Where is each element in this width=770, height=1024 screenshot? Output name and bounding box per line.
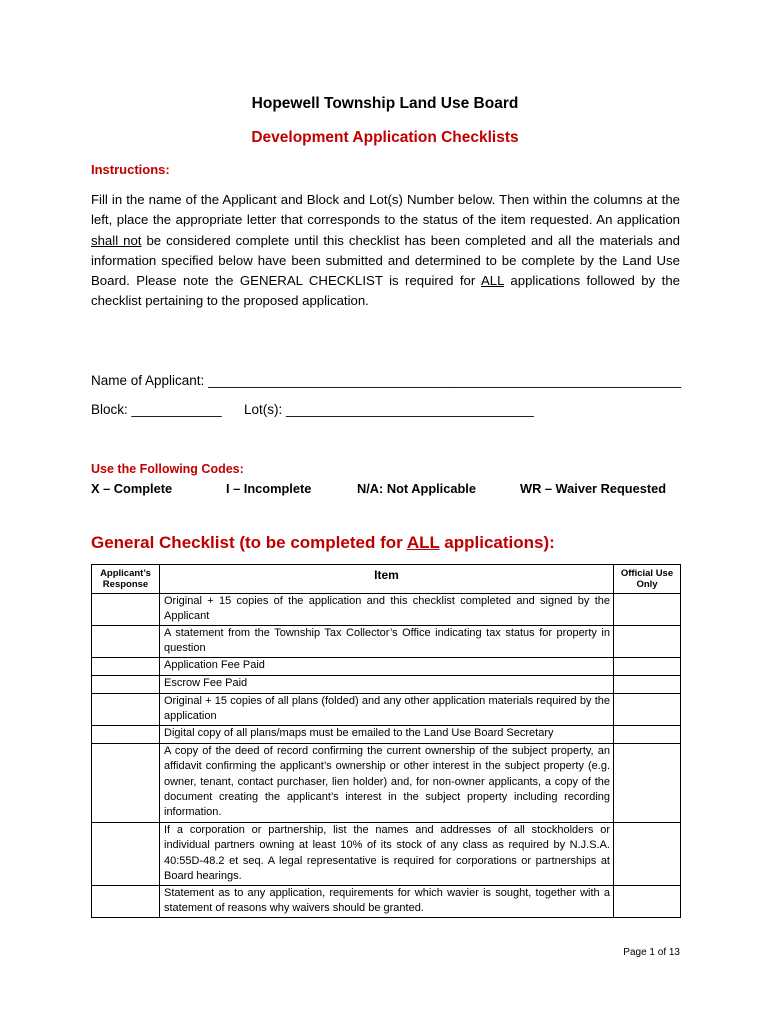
response-cell[interactable] (92, 823, 160, 886)
response-cell[interactable] (92, 594, 160, 626)
lots-label: Lot(s): (244, 402, 287, 417)
table-row (92, 594, 681, 626)
official-cell (614, 823, 681, 886)
item-cell: Statement as to any application, requirements for which wavier is sought, together with a statement of reasons why waivers should be granted. (160, 886, 614, 918)
block-label: Block: (91, 402, 132, 417)
table-row (92, 823, 681, 886)
document-title: Hopewell Township Land Use Board (251, 95, 519, 112)
document-subtitle: Development Application Checklists (251, 129, 519, 146)
column-header-official: Official Use Only (614, 565, 681, 594)
general-checklist-emphasis-all: ALL (406, 533, 440, 552)
official-cell (614, 626, 681, 658)
table-row (92, 658, 681, 676)
response-cell[interactable] (92, 726, 160, 744)
code-waiver-requested: WR – Waiver Requested (520, 481, 667, 496)
item-cell: Digital copy of all plans/maps must be emailed to the Land Use Board Secretary (160, 726, 614, 744)
lots-field[interactable] (244, 402, 534, 417)
code-not-applicable: N/A: Not Applicable (357, 481, 476, 496)
response-cell[interactable] (92, 658, 160, 676)
item-cell: Application Fee Paid (160, 658, 614, 676)
official-cell (614, 658, 681, 676)
item-cell: If a corporation or partnership, list the names and addresses of all stockholders or individual partners owning at least 10% of its stock of any class as required by N.J.S.A. 40:55D-48.2 et seq. A legal representative is required for corporations or partnerships at Board hearings. (160, 823, 614, 886)
table-row (92, 726, 681, 744)
page-number: Page 1 of 13 (623, 947, 680, 958)
table-header-row (92, 565, 681, 594)
response-cell[interactable] (92, 744, 160, 823)
official-cell (614, 726, 681, 744)
item-cell: A copy of the deed of record confirming the current ownership of the subject property, an affidavit confirming the applicant’s ownership or other interest in the subject property (e.g. owner, tenant, contact purchaser, lien holder) and, for non-owner applicants, a copy of the document creating the applicant’s interest in the subject property including recording information. (160, 744, 614, 823)
item-cell: A statement from the Township Tax Collector’s Office indicating tax status for property in question (160, 626, 614, 658)
block-line[interactable]: ____________ (131, 402, 222, 417)
table-row (92, 694, 681, 726)
item-cell: Original + 15 copies of the application and this checklist completed and signed by the Applicant (160, 594, 614, 626)
response-cell[interactable] (92, 694, 160, 726)
instructions-heading: Instructions: (91, 162, 170, 177)
general-checklist-heading: General Checklist (to be completed for ALL applications): (91, 533, 555, 552)
response-cell[interactable] (92, 886, 160, 918)
table-row (92, 744, 681, 823)
column-header-item: Item (160, 565, 614, 594)
applicant-name-field[interactable] (91, 373, 681, 388)
general-checklist-table (91, 564, 681, 918)
official-cell (614, 886, 681, 918)
code-incomplete: I – Incomplete (226, 481, 312, 496)
applicant-name-label: Name of Applicant: (91, 373, 209, 388)
code-complete: X – Complete (91, 481, 173, 496)
response-cell[interactable] (92, 626, 160, 658)
codes-heading: Use the Following Codes: (91, 462, 244, 476)
official-cell (614, 694, 681, 726)
lots-line[interactable]: _________________________________ (286, 402, 534, 417)
instructions-emphasis-shall-not: shall not (91, 232, 142, 248)
table-row (92, 676, 681, 694)
applicant-name-line[interactable]: _______________________________________________________________ (208, 373, 682, 388)
table-row (92, 626, 681, 658)
response-cell[interactable] (92, 676, 160, 694)
item-cell: Escrow Fee Paid (160, 676, 614, 694)
column-header-response: Applicant’s Response (92, 565, 160, 594)
official-cell (614, 676, 681, 694)
instructions-emphasis-all: ALL (480, 273, 504, 289)
item-cell: Original + 15 copies of all plans (folded) and any other application materials required by the application (160, 694, 614, 726)
official-cell (614, 744, 681, 823)
block-field[interactable] (91, 402, 222, 417)
table-row (92, 886, 681, 918)
instructions-text: Fill in the name of the Applicant and Block and Lot(s) Number below. Then within the columns at the left, place the appropriate letter that corresponds to the status of the item requested. An application shall not be considered complete until this checklist has been completed and all the materials and information specified below have been submitted and determined to be complete by the Land Use Board. Please note the GENERAL CHECKLIST is required for ALL applications followed by the checklist pertaining to the proposed application. (91, 192, 681, 309)
official-cell (614, 594, 681, 626)
